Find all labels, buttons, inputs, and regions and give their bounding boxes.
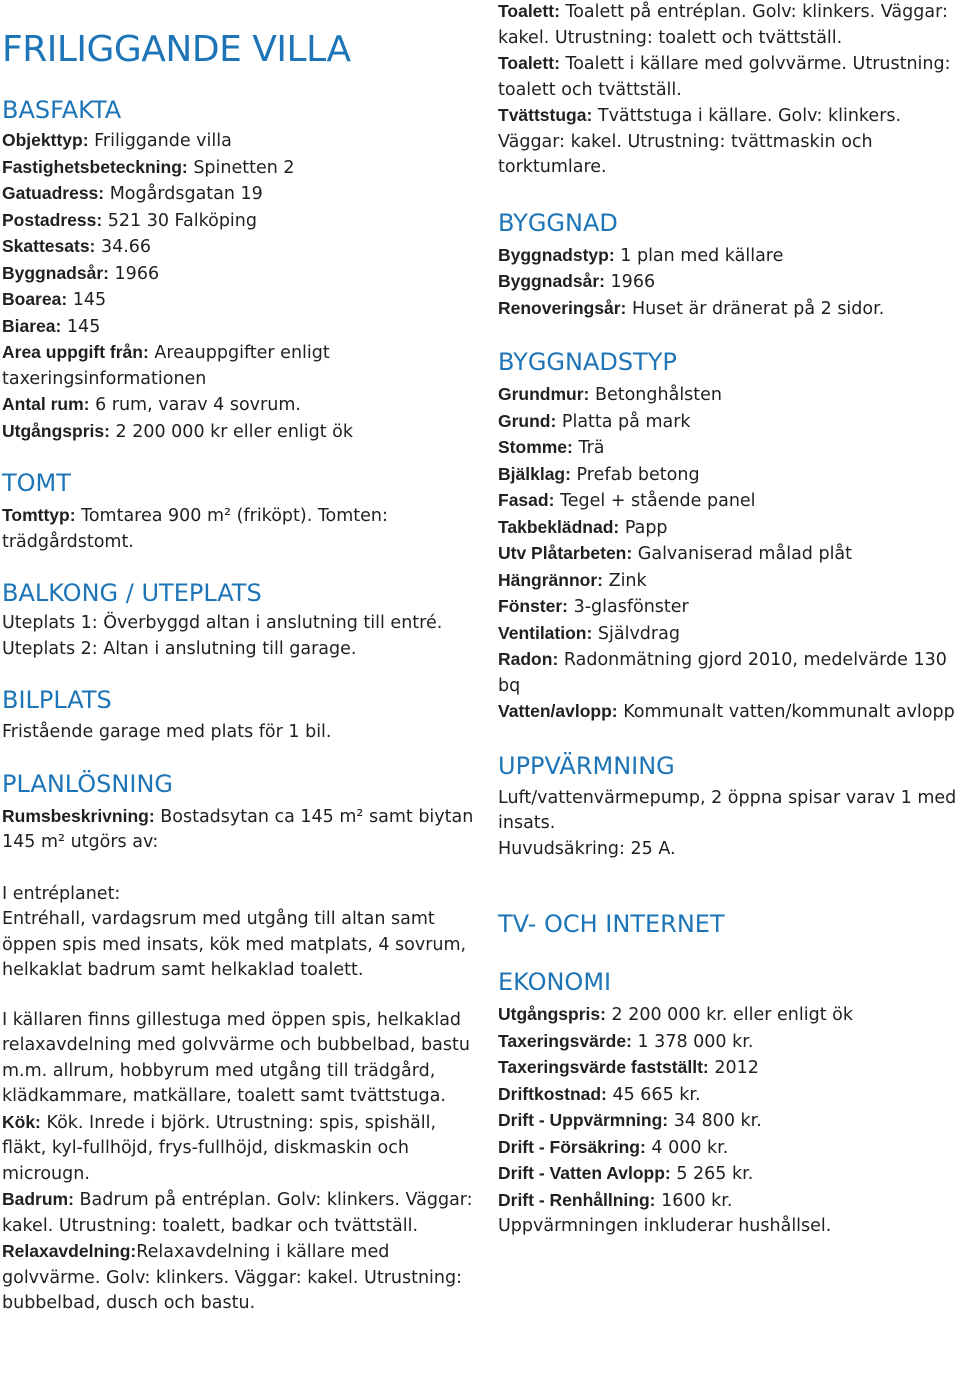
ekonomi-row bbox=[498, 1002, 960, 1029]
balkong-line: Uteplats 2: Altan i anslutning till garage. bbox=[2, 638, 357, 659]
row-label: Antal rum: bbox=[2, 394, 90, 414]
room-relax bbox=[2, 1239, 480, 1317]
row-label: Utgångspris: bbox=[498, 1004, 606, 1024]
row-label: Drift - Uppvärmning: bbox=[498, 1110, 669, 1130]
byggnadstyp-row bbox=[498, 515, 960, 542]
room-value: Relaxavdelning i källare med golvvärme. Golv: klinkers. Väggar: kakel. Utrustning: bubbelbad, dusch och bastu. bbox=[2, 1242, 463, 1313]
row-value: Huset är dränerat på 2 sidor. bbox=[631, 298, 885, 319]
ekonomi-row bbox=[498, 1188, 960, 1215]
rumsbeskrivning bbox=[2, 804, 480, 856]
row-label: Utv Plåtarbeten: bbox=[498, 543, 633, 563]
row-label: Taxeringsvärde fastställt: bbox=[498, 1057, 709, 1077]
balkong-heading: BALKONG / UTEPLATS bbox=[2, 579, 262, 607]
room-toalett-1 bbox=[498, 0, 960, 51]
row-label: Drift - Vatten Avlopp: bbox=[498, 1163, 671, 1183]
row-label: Byggnadstyp: bbox=[498, 244, 615, 265]
room-label: Tvättstuga: bbox=[498, 105, 593, 125]
byggnadstyp-row bbox=[498, 621, 960, 648]
row-value: Galvaniserad målad plåt bbox=[637, 544, 853, 564]
row-value: 5 265 kr. bbox=[676, 1164, 754, 1184]
row-value: Friliggande villa bbox=[94, 131, 232, 151]
byggnadstyp-row bbox=[498, 541, 960, 568]
row-value: 6 rum, varav 4 sovrum. bbox=[95, 395, 301, 415]
basfakta-row bbox=[2, 314, 480, 341]
basfakta-row bbox=[2, 181, 480, 208]
byggnadstyp-list bbox=[498, 382, 960, 726]
byggnad-row bbox=[498, 243, 960, 270]
row-label: Taxeringsvärde: bbox=[498, 1030, 632, 1051]
row-label: Gatuadress: bbox=[2, 183, 105, 203]
row-label: Biarea: bbox=[2, 315, 62, 336]
row-label: Bjälklag: bbox=[498, 463, 571, 484]
basfakta-row bbox=[2, 208, 480, 235]
room-value: Tvättstuga i källare. Golv: klinkers. Väggar: kakel. Utrustning: tvättmaskin och torktumlare. bbox=[498, 106, 902, 177]
right-column bbox=[498, 0, 960, 1240]
planlosning-heading: PLANLÖSNING bbox=[2, 769, 173, 798]
basfakta-row bbox=[2, 340, 480, 392]
row-value: Betonghålsten bbox=[594, 385, 723, 405]
basfakta-heading: BASFAKTA bbox=[2, 96, 122, 124]
balkong-list bbox=[2, 611, 480, 662]
byggnadstyp-row bbox=[498, 647, 960, 699]
row-label: Stomme: bbox=[498, 437, 573, 457]
byggnadstyp-row bbox=[498, 462, 960, 489]
row-value: Platta på mark bbox=[561, 411, 691, 432]
row-value: 145 bbox=[72, 290, 107, 310]
byggnadstyp-row bbox=[498, 568, 960, 595]
row-value: Prefab betong bbox=[576, 464, 700, 485]
row-label: Skattesats: bbox=[2, 236, 96, 256]
byggnadstyp-row bbox=[498, 382, 960, 409]
tomt-label: Tomttyp: bbox=[2, 505, 76, 525]
ekonomi-row bbox=[498, 1108, 960, 1135]
row-value: 2 200 000 kr. eller enligt ök bbox=[611, 1005, 853, 1025]
room-value: Badrum på entréplan. Golv: klinkers. Väggar: kakel. Utrustning: toalett, badkar och tvättställ. bbox=[2, 1190, 473, 1236]
row-label: Takbeklädnad: bbox=[498, 516, 620, 537]
ekonomi-row bbox=[498, 1055, 960, 1082]
room-value: Toalett i källare med golvvärme. Utrustning: toalett och tvättställ. bbox=[498, 54, 951, 100]
basfakta-row bbox=[2, 392, 480, 419]
row-value: 1966 bbox=[114, 263, 160, 284]
row-value: 4 000 kr. bbox=[651, 1137, 729, 1158]
row-value: Självdrag bbox=[597, 623, 680, 644]
room-value: Kök. Inrede i björk. Utrustning: spis, spishäll, fläkt, kyl-fullhöjd, frys-fullhöjd, diskmaskin och microugn. bbox=[2, 1112, 437, 1184]
row-value: 1 plan med källare bbox=[620, 245, 784, 266]
row-label: Boarea: bbox=[2, 289, 68, 309]
tomt-heading: TOMT bbox=[2, 469, 71, 497]
row-value: 34.66 bbox=[100, 237, 152, 257]
byggnadstyp-row bbox=[498, 594, 960, 621]
byggnad-list bbox=[498, 243, 960, 323]
byggnadstyp-row bbox=[498, 488, 960, 515]
row-value: Papp bbox=[624, 517, 668, 538]
left-column bbox=[2, 0, 480, 1317]
uppvarmning-text: Luft/vattenvärmepump, 2 öppna spisar varav 1 med insats. bbox=[498, 787, 957, 833]
right-rooms bbox=[498, 0, 960, 181]
tomt-text bbox=[2, 503, 480, 555]
row-label: Area uppgift från: bbox=[2, 342, 149, 362]
row-label: Ventilation: bbox=[498, 622, 593, 643]
entreplan-text: Entréhall, vardagsrum med utgång till altan samt öppen spis med insats, kök med matplats, 4 sovrum, helkaklat badrum samt helkaklad toalett. bbox=[2, 909, 467, 980]
kallare-text: I källaren finns gillestuga med öppen spis, helkaklad relaxavdelning med golvvärme och bubbelbad, bastu m.m. allrum, hobbyrum med utgång till trädgård, klädkammare, matkällare, toalett samt tvättstuga. bbox=[2, 1009, 470, 1106]
row-value: Mogårdsgatan 19 bbox=[109, 184, 263, 204]
tv-heading: TV- OCH INTERNET bbox=[498, 910, 725, 938]
row-label: Objekttyp: bbox=[2, 130, 89, 150]
ekonomi-heading: EKONOMI bbox=[498, 968, 612, 996]
byggnad-row bbox=[498, 269, 960, 296]
row-value: Kommunalt vatten/kommunalt avlopp bbox=[623, 702, 955, 722]
ekonomi-note: Uppvärmningen inkluderar hushållsel. bbox=[498, 1216, 832, 1236]
row-label: Postadress: bbox=[2, 209, 103, 230]
room-tvattstuga bbox=[498, 103, 960, 181]
row-label: Vatten/avlopp: bbox=[498, 701, 618, 721]
tomt-value: Tomtarea 900 m² (friköpt). Tomten: trädgårdstomt. bbox=[2, 506, 388, 552]
basfakta-row bbox=[2, 287, 480, 314]
row-label: Drift - Försäkring: bbox=[498, 1136, 646, 1157]
room-label: Toalett: bbox=[498, 1, 560, 21]
row-value: 34 800 kr. bbox=[673, 1111, 762, 1131]
row-value: 2 200 000 kr eller enligt ök bbox=[115, 421, 354, 442]
rumsbeskrivning-value: Bostadsytan ca 145 m² samt biytan 145 m² utgörs av: bbox=[2, 806, 474, 852]
basfakta-row bbox=[2, 234, 480, 261]
room-label: Relaxavdelning: bbox=[2, 1241, 137, 1261]
row-label: Radon: bbox=[498, 649, 559, 669]
row-value: 521 30 Falköping bbox=[107, 210, 257, 231]
row-label: Drift - Renhållning: bbox=[498, 1189, 656, 1210]
row-value: Spinetten 2 bbox=[193, 157, 295, 178]
uppvarmning-heading: UPPVÄRMNING bbox=[498, 751, 675, 780]
ekonomi-row bbox=[498, 1082, 960, 1109]
basfakta-row bbox=[2, 128, 480, 155]
room-kok bbox=[2, 1110, 480, 1188]
row-value: 45 665 kr. bbox=[612, 1084, 701, 1105]
row-value: Trä bbox=[578, 438, 605, 458]
row-value: 3-glasfönster bbox=[573, 597, 689, 617]
row-label: Byggnadsår: bbox=[498, 271, 605, 291]
byggnadstyp-row bbox=[498, 435, 960, 462]
row-label: Renoveringsår: bbox=[498, 297, 627, 318]
row-label: Driftkostnad: bbox=[498, 1083, 607, 1104]
row-label: Byggnadsår: bbox=[2, 262, 109, 283]
row-label: Utgångspris: bbox=[2, 420, 110, 441]
bilplats-text: Fristående garage med plats för 1 bil. bbox=[2, 722, 332, 742]
row-value: 145 bbox=[66, 316, 101, 337]
room-label: Kök: bbox=[2, 1111, 41, 1132]
row-value: 2012 bbox=[714, 1058, 759, 1078]
basfakta-row bbox=[2, 155, 480, 182]
row-label: Grund: bbox=[498, 410, 557, 431]
row-value: 1600 kr. bbox=[661, 1190, 733, 1211]
ekonomi-row bbox=[498, 1029, 960, 1056]
row-value: Radonmätning gjord 2010, medelvärde 130 bq bbox=[498, 650, 947, 696]
byggnad-row bbox=[498, 296, 960, 323]
row-label: Hängrännor: bbox=[498, 569, 603, 590]
basfakta-row bbox=[2, 261, 480, 288]
room-label: Toalett: bbox=[498, 53, 560, 73]
uppvarmning-text-2: Huvudsäkring: 25 A. bbox=[498, 838, 676, 859]
row-label: Fönster: bbox=[498, 596, 568, 616]
row-label: Fastighetsbeteckning: bbox=[2, 156, 188, 177]
byggnad-heading: BYGGNAD bbox=[498, 208, 618, 237]
byggnadstyp-row bbox=[498, 699, 960, 726]
row-label: Grundmur: bbox=[498, 384, 590, 404]
byggnadstyp-row bbox=[498, 409, 960, 436]
row-value: Tegel + stående panel bbox=[559, 491, 756, 511]
room-toalett-2 bbox=[498, 51, 960, 103]
room-value: Toalett på entréplan. Golv: klinkers. Väggar: kakel. Utrustning: toalett och tvättställ. bbox=[498, 2, 948, 48]
bilplats-heading: BILPLATS bbox=[2, 686, 112, 714]
entreplan-label: I entréplanet: bbox=[2, 883, 121, 904]
basfakta-row bbox=[2, 419, 480, 446]
row-value: 1966 bbox=[610, 272, 656, 292]
ekonomi-list bbox=[498, 1002, 960, 1240]
row-value: Areauppgifter enligt taxeringsinformationen bbox=[2, 343, 330, 389]
room-label: Badrum: bbox=[2, 1189, 74, 1209]
ekonomi-row bbox=[498, 1161, 960, 1188]
ekonomi-row bbox=[498, 1135, 960, 1162]
rumsbeskrivning-label: Rumsbeskrivning: bbox=[2, 805, 155, 826]
row-value: 1 378 000 kr. bbox=[637, 1031, 754, 1052]
balkong-line: Uteplats 1: Överbyggd altan i anslutning till entré. bbox=[2, 613, 443, 633]
row-label: Fasad: bbox=[498, 490, 555, 510]
page-title: FRILIGGANDE VILLA bbox=[2, 29, 351, 70]
row-value: Zink bbox=[608, 570, 647, 591]
room-badrum bbox=[2, 1187, 480, 1239]
byggnadstyp-heading: BYGGNADSTYP bbox=[498, 348, 677, 376]
basfakta-list bbox=[2, 128, 480, 445]
